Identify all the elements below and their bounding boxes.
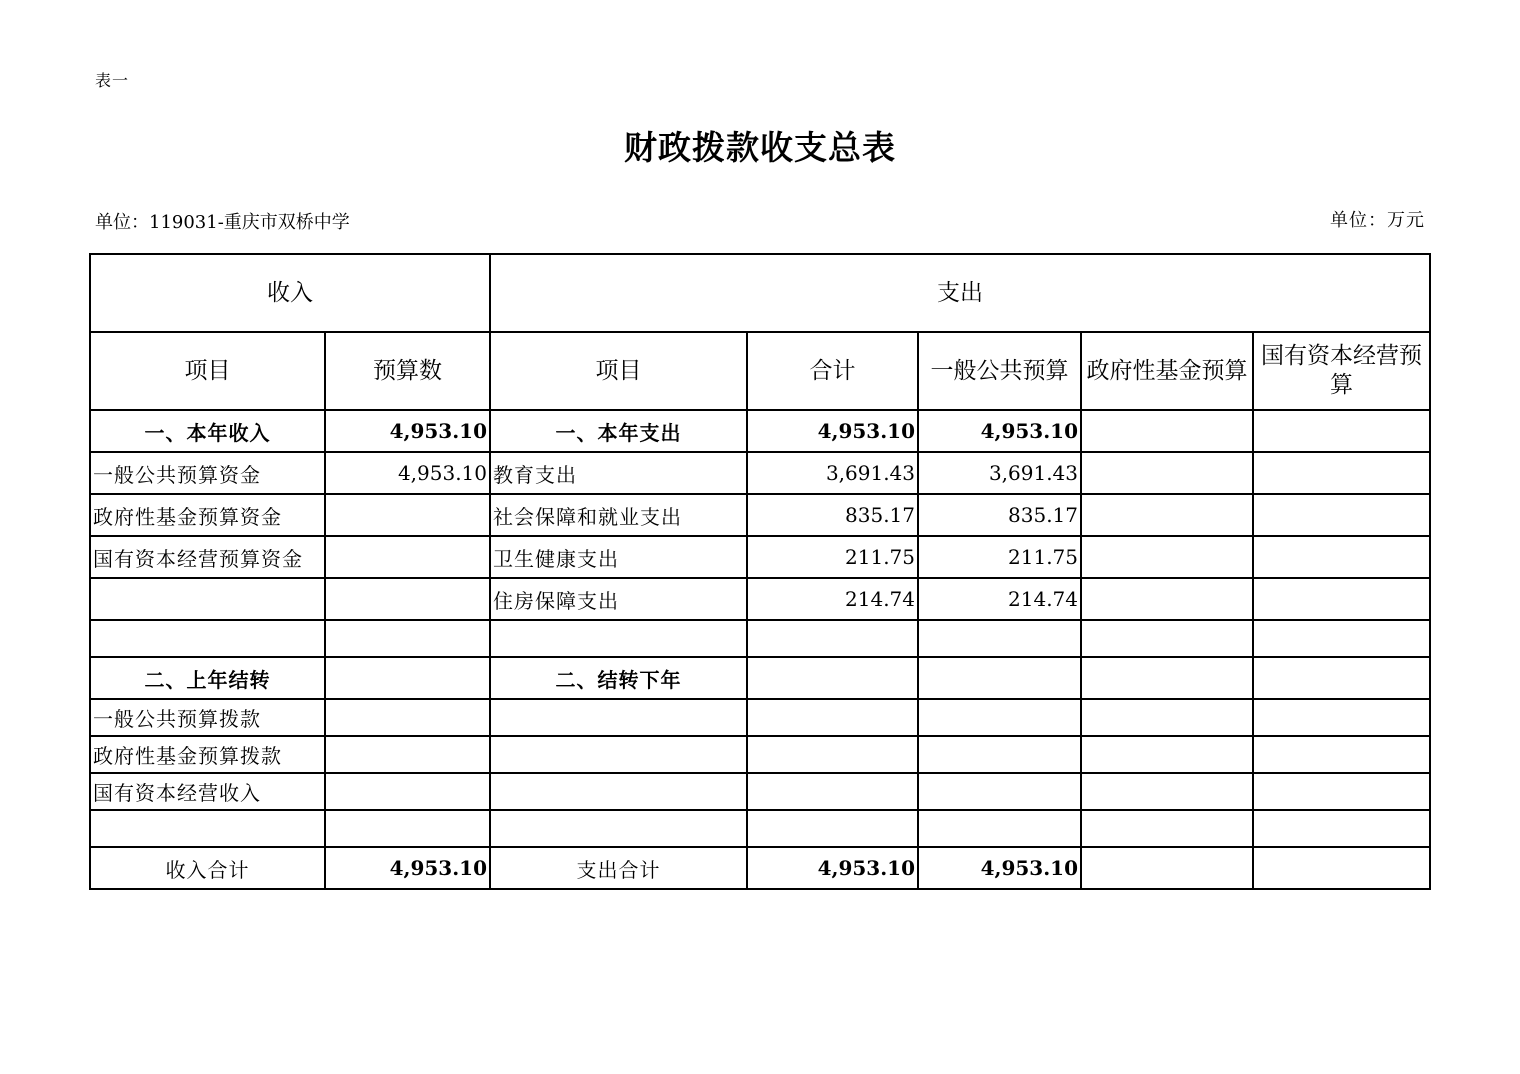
- expense-item-cell: [490, 699, 747, 736]
- total-cell: 4,953.10: [747, 410, 918, 452]
- total-cell: [747, 736, 918, 773]
- expense-item-cell: 一、本年支出: [490, 410, 747, 452]
- expense-item-cell: [490, 773, 747, 810]
- expense-item-cell: [490, 736, 747, 773]
- gov-fund-budget-cell: [1081, 578, 1253, 620]
- column-header-row: [90, 332, 1430, 410]
- state-capital-budget-total-value: [1253, 847, 1430, 889]
- expense-total-value: 4,953.10: [747, 847, 918, 889]
- state-capital-budget-cell: [1253, 620, 1430, 657]
- state-capital-budget-cell: [1253, 736, 1430, 773]
- general-budget-cell: 214.74: [918, 578, 1081, 620]
- group-header-row: [90, 254, 1430, 332]
- general-budget-header: 一般公共预算: [918, 332, 1081, 410]
- income-item-cell: 政府性基金预算资金: [90, 494, 325, 536]
- general-budget-cell: 4,953.10: [918, 410, 1081, 452]
- gov-fund-budget-cell: [1081, 810, 1253, 847]
- general-budget-cell: 3,691.43: [918, 452, 1081, 494]
- general-budget-cell: [918, 620, 1081, 657]
- income-group-header: 收入: [90, 254, 490, 332]
- state-capital-budget-cell: [1253, 810, 1430, 847]
- expense-item-cell: 教育支出: [490, 452, 747, 494]
- income-item-cell: [90, 578, 325, 620]
- table-number-label: 表一: [95, 71, 130, 90]
- total-cell: 211.75: [747, 536, 918, 578]
- gov-fund-budget-total-value: [1081, 847, 1253, 889]
- income-total-value: 4,953.10: [325, 847, 490, 889]
- expense-item-cell: 二、结转下年: [490, 657, 747, 699]
- expense-item-cell: 卫生健康支出: [490, 536, 747, 578]
- income-item-cell: 一般公共预算资金: [90, 452, 325, 494]
- expense-item-header: 项目: [490, 332, 747, 410]
- income-budget-cell: 4,953.10: [325, 410, 490, 452]
- income-budget-cell: [325, 494, 490, 536]
- gov-fund-budget-header: 政府性基金预算: [1081, 332, 1253, 410]
- gov-fund-budget-cell: [1081, 773, 1253, 810]
- state-capital-budget-cell: [1253, 494, 1430, 536]
- income-item-cell: 一般公共预算拨款: [90, 699, 325, 736]
- expense-item-cell: [490, 810, 747, 847]
- gov-fund-budget-cell: [1081, 699, 1253, 736]
- total-cell: [747, 699, 918, 736]
- income-budget-cell: [325, 657, 490, 699]
- fiscal-appropriation-table: [89, 253, 1431, 890]
- income-item-cell: 二、上年结转: [90, 657, 325, 699]
- general-budget-cell: [918, 736, 1081, 773]
- table-row: [90, 657, 1430, 699]
- gov-fund-budget-cell: [1081, 736, 1253, 773]
- total-cell: [747, 773, 918, 810]
- currency-unit: 单位：万元: [1330, 210, 1425, 231]
- table-row: [90, 536, 1430, 578]
- state-capital-budget-cell: [1253, 578, 1430, 620]
- totals-row: [90, 847, 1430, 889]
- table-row: [90, 578, 1430, 620]
- income-item-cell: 一、本年收入: [90, 410, 325, 452]
- income-budget-cell: [325, 536, 490, 578]
- page-title: 财政拨款收支总表: [624, 128, 896, 167]
- expense-item-cell: 住房保障支出: [490, 578, 747, 620]
- table-row: [90, 699, 1430, 736]
- state-capital-budget-cell: [1253, 773, 1430, 810]
- expense-total-label: 支出合计: [490, 847, 747, 889]
- income-budget-cell: [325, 620, 490, 657]
- general-budget-cell: [918, 699, 1081, 736]
- general-budget-cell: [918, 810, 1081, 847]
- general-budget-total-value: 4,953.10: [918, 847, 1081, 889]
- gov-fund-budget-cell: [1081, 410, 1253, 452]
- state-capital-budget-cell: [1253, 657, 1430, 699]
- expense-group-header: 支出: [490, 254, 1430, 332]
- total-cell: [747, 620, 918, 657]
- income-budget-cell: [325, 810, 490, 847]
- organization-unit: 单位：119031-重庆市双桥中学: [95, 212, 350, 233]
- income-budget-cell: [325, 699, 490, 736]
- expense-item-cell: [490, 620, 747, 657]
- income-budget-header: 预算数: [325, 332, 490, 410]
- total-cell: 835.17: [747, 494, 918, 536]
- income-item-cell: 国有资本经营收入: [90, 773, 325, 810]
- expense-item-cell: 社会保障和就业支出: [490, 494, 747, 536]
- gov-fund-budget-cell: [1081, 452, 1253, 494]
- state-capital-budget-cell: [1253, 536, 1430, 578]
- income-item-cell: 政府性基金预算拨款: [90, 736, 325, 773]
- income-budget-cell: 4,953.10: [325, 452, 490, 494]
- income-budget-cell: [325, 773, 490, 810]
- table-row: [90, 810, 1430, 847]
- state-capital-budget-cell: [1253, 699, 1430, 736]
- general-budget-cell: 211.75: [918, 536, 1081, 578]
- general-budget-cell: 835.17: [918, 494, 1081, 536]
- general-budget-cell: [918, 773, 1081, 810]
- total-cell: [747, 810, 918, 847]
- income-item-cell: 国有资本经营预算资金: [90, 536, 325, 578]
- income-item-cell: [90, 620, 325, 657]
- table-row: [90, 620, 1430, 657]
- state-capital-budget-header: 国有资本经营预算: [1253, 332, 1430, 410]
- table-row: [90, 736, 1430, 773]
- income-budget-cell: [325, 578, 490, 620]
- total-cell: 3,691.43: [747, 452, 918, 494]
- table-row: [90, 494, 1430, 536]
- income-item-header: 项目: [90, 332, 325, 410]
- income-total-label: 收入合计: [90, 847, 325, 889]
- table-row: [90, 452, 1430, 494]
- total-header: 合计: [747, 332, 918, 410]
- gov-fund-budget-cell: [1081, 494, 1253, 536]
- table-row: [90, 410, 1430, 452]
- gov-fund-budget-cell: [1081, 657, 1253, 699]
- total-cell: [747, 657, 918, 699]
- table-row: [90, 773, 1430, 810]
- state-capital-budget-cell: [1253, 452, 1430, 494]
- income-item-cell: [90, 810, 325, 847]
- state-capital-budget-cell: [1253, 410, 1430, 452]
- income-budget-cell: [325, 736, 490, 773]
- total-cell: 214.74: [747, 578, 918, 620]
- gov-fund-budget-cell: [1081, 620, 1253, 657]
- general-budget-cell: [918, 657, 1081, 699]
- gov-fund-budget-cell: [1081, 536, 1253, 578]
